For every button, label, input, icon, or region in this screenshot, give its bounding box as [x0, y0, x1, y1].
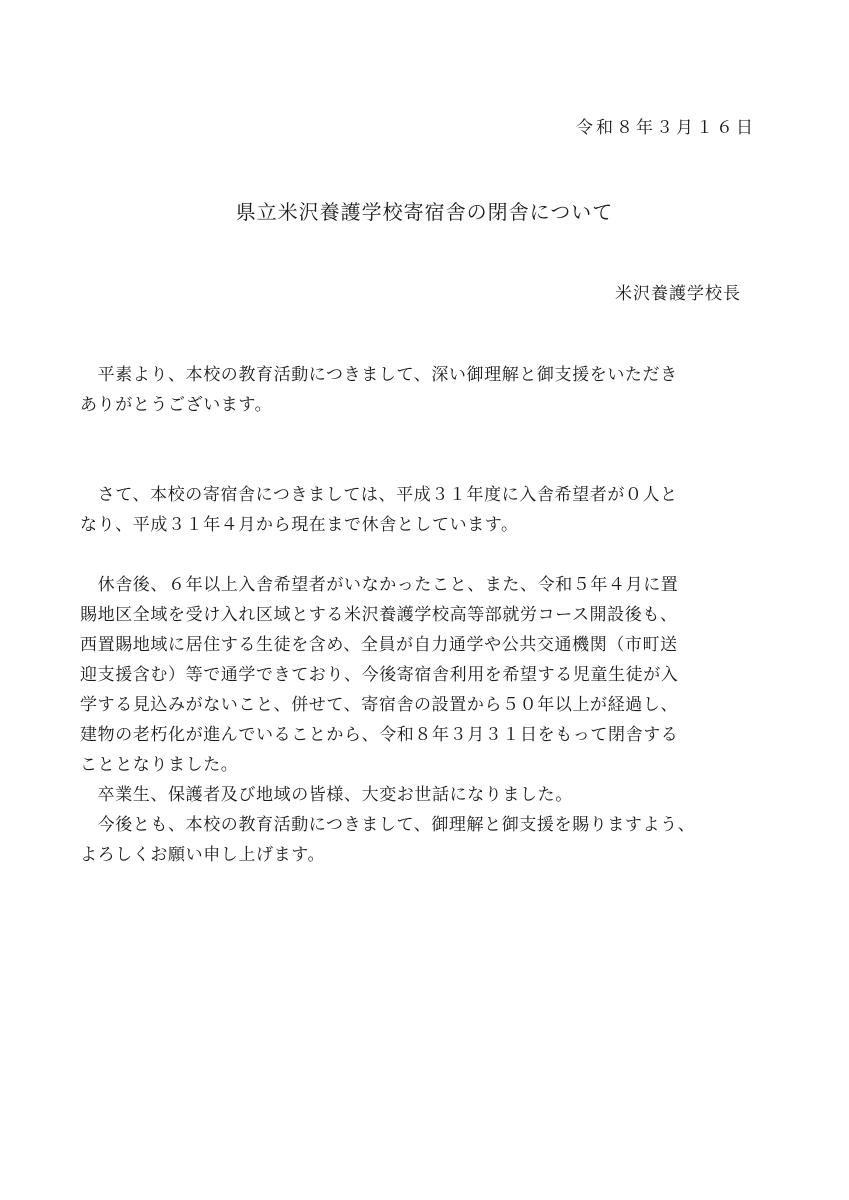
paragraph-line: ありがとうございます。: [80, 395, 273, 415]
paragraph-line: 今後とも、本校の教育活動につきまして、御理解と御支援を賜りますよう、: [80, 815, 696, 835]
paragraph-line: 平素より、本校の教育活動につきまして、深い御理解と御支援をいただき: [80, 365, 678, 385]
document-title: 県立米沢養護学校寄宿舎の閉舎について: [235, 200, 614, 224]
paragraph-status: [80, 480, 770, 540]
paragraph-line: 賜地区全域を受け入れ区域とする米沢養護学校高等部就労コース開設後も、: [80, 605, 678, 625]
document-date: 令和８年３月１６日: [576, 118, 756, 138]
paragraph-line: 休舎後、６年以上入舎希望者がいなかったこと、また、令和５年４月に置: [80, 575, 679, 595]
paragraph-greeting: [80, 360, 770, 420]
paragraph-line: よろしくお願い申し上げます。: [80, 845, 326, 865]
paragraph-line: 迎支援含む）等で通学できており、今後寄宿舎利用を希望する児童生徒が入: [80, 665, 679, 685]
paragraph-line: 学する見込みがないこと、併せて、寄宿舎の設置から５０年以上が経過し、: [80, 695, 679, 715]
paragraph-line: 西置賜地域に居住する生徒を含め、全員が自力通学や公共交通機関（市町送: [80, 635, 678, 655]
paragraph-line: なり、平成３１年４月から現在まで休舎としています。: [80, 515, 519, 535]
paragraph-line: 卒業生、保護者及び地域の皆様、大変お世話になりました。: [80, 785, 573, 805]
paragraph-line: さて、本校の寄宿舎につきましては、平成３１年度に入舎希望者が０人と: [80, 485, 678, 505]
paragraph-line: 建物の老朽化が進んでいることから、令和８年３月３１日をもって閉舎する: [80, 725, 679, 745]
paragraph-line: こととなりました。: [80, 755, 239, 775]
paragraph-closure: [80, 570, 770, 870]
document-sender: 米沢養護学校長: [615, 284, 741, 304]
